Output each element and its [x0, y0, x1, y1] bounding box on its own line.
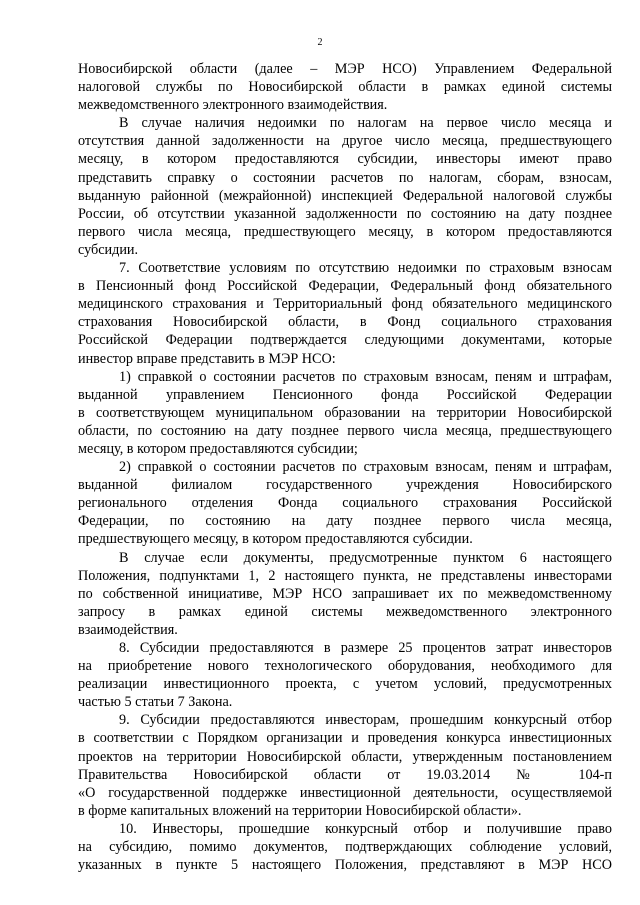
text-line: области, по состоянию на дату позднее первого числа месяца, предшествующего: [78, 422, 612, 439]
text-line: запросу в рамках единой системы межведомственного электронного: [78, 603, 612, 620]
text-line: регионального отделения Фонда социального страхования Российской: [78, 495, 612, 512]
text-line: в форме капитальных вложений на территории Новосибирской области».: [78, 802, 522, 819]
text-line: Новосибирской области (далее – МЭР НСО) Управлением Федеральной: [78, 61, 612, 77]
text-line: первого числа месяца, предшествующего месяцу, в котором предоставляются: [78, 223, 612, 240]
text-line: 7. Соответствие условиям по отсутствию недоимки по страховым взносам: [119, 260, 612, 277]
text-line: выданную районной (межрайонной) инспекцией Федеральной налоговой службы: [78, 187, 612, 204]
text-line: в соответствующем муниципальном образовании на территории Новосибирской: [78, 404, 612, 421]
document-body: [78, 60, 612, 874]
text-line: выданной управлением Пенсионного фонда Российской Федерации: [78, 386, 612, 403]
text-line: предшествующего месяцу, в котором предоставляются субсидии.: [78, 531, 473, 548]
text-line: в Пенсионный фонд Российской Федерации, Федеральный фонд обязательного: [78, 278, 612, 295]
text-line: страхования Новосибирской области, в Фонд социального страхования: [78, 314, 612, 331]
text-line: субсидии.: [78, 241, 139, 258]
text-line: «О государственной поддержке инвестиционной деятельности, осуществляемой: [78, 784, 612, 801]
text-line: В случае если документы, предусмотренные пунктом 6 настоящего: [119, 549, 612, 566]
text-line: инвестор вправе представить в МЭР НСО:: [78, 350, 336, 367]
text-line: 2) справкой о состоянии расчетов по страховым взносам, пеням и штрафам,: [119, 459, 612, 476]
text-line: месяцу, в котором предоставляются субсидии, инвесторы имеют право: [78, 151, 612, 168]
text-line: представить справку о состоянии расчетов по налогам, сборам, взносам,: [78, 169, 612, 186]
text-line: налоговой службы по Новосибирской области в рамках единой системы: [78, 79, 612, 96]
text-line: реализации инвестиционного проекта, с учетом условий, предусмотренных: [78, 676, 612, 693]
text-line: В случае наличия недоимки по налогам на первое число месяца и: [119, 115, 612, 132]
text-line: в соответствии с Порядком организации и проведения конкурса инвестиционных: [78, 730, 612, 747]
text-line: взаимодействия.: [78, 621, 178, 638]
text-line: России, об отсутствии указанной задолженности по состоянию на дату позднее: [78, 205, 612, 222]
text-line: Положения, подпунктами 1, 2 настоящего пункта, не представлены инвесторами: [78, 567, 612, 584]
text-line: Правительства Новосибирской области от 19.03.2014 № 104-п: [78, 766, 612, 783]
text-line: выданной филиалом государственного учреждения Новосибирского: [78, 477, 612, 494]
text-line: проектов на территории Новосибирской области, утвержденным постановлением: [78, 748, 612, 765]
text-line: 9. Субсидии предоставляются инвесторам, прошедшим конкурсный отбор: [119, 712, 612, 729]
text-line: на приобретение нового технологического оборудования, необходимого для: [78, 658, 612, 675]
text-line: 8. Субсидии предоставляются в размере 25 процентов затрат инвесторов: [119, 640, 612, 656]
text-line: на субсидию, помимо документов, подтверждающих соблюдение условий,: [78, 839, 612, 856]
text-line: частью 5 статьи 7 Закона.: [78, 694, 233, 711]
text-line: межведомственного электронного взаимодействия.: [78, 97, 388, 114]
text-line: медицинского страхования и Территориальный фонд обязательного медицинского: [78, 296, 612, 313]
text-line: указанных в пункте 5 настоящего Положения, представляют в МЭР НСО: [78, 857, 612, 874]
text-line: отсутствия данной задолженности на другое число месяца, предшествующего: [78, 133, 612, 150]
text-line: Федерации, по состоянию на дату позднее первого числа месяца,: [78, 513, 612, 530]
page-number: 2: [317, 37, 323, 48]
text-line: 1) справкой о состоянии расчетов по страховым взносам, пеням и штрафам,: [119, 368, 612, 385]
text-line: по собственной инициативе, МЭР НСО запрашивает их по межведомственному: [78, 585, 612, 602]
text-line: Российской Федерации подтверждается следующими документами, которые: [78, 332, 612, 349]
text-line: месяцу, в котором предоставляются субсидии;: [78, 440, 358, 457]
text-line: 10. Инвесторы, прошедшие конкурсный отбор и получившие право: [119, 820, 612, 837]
